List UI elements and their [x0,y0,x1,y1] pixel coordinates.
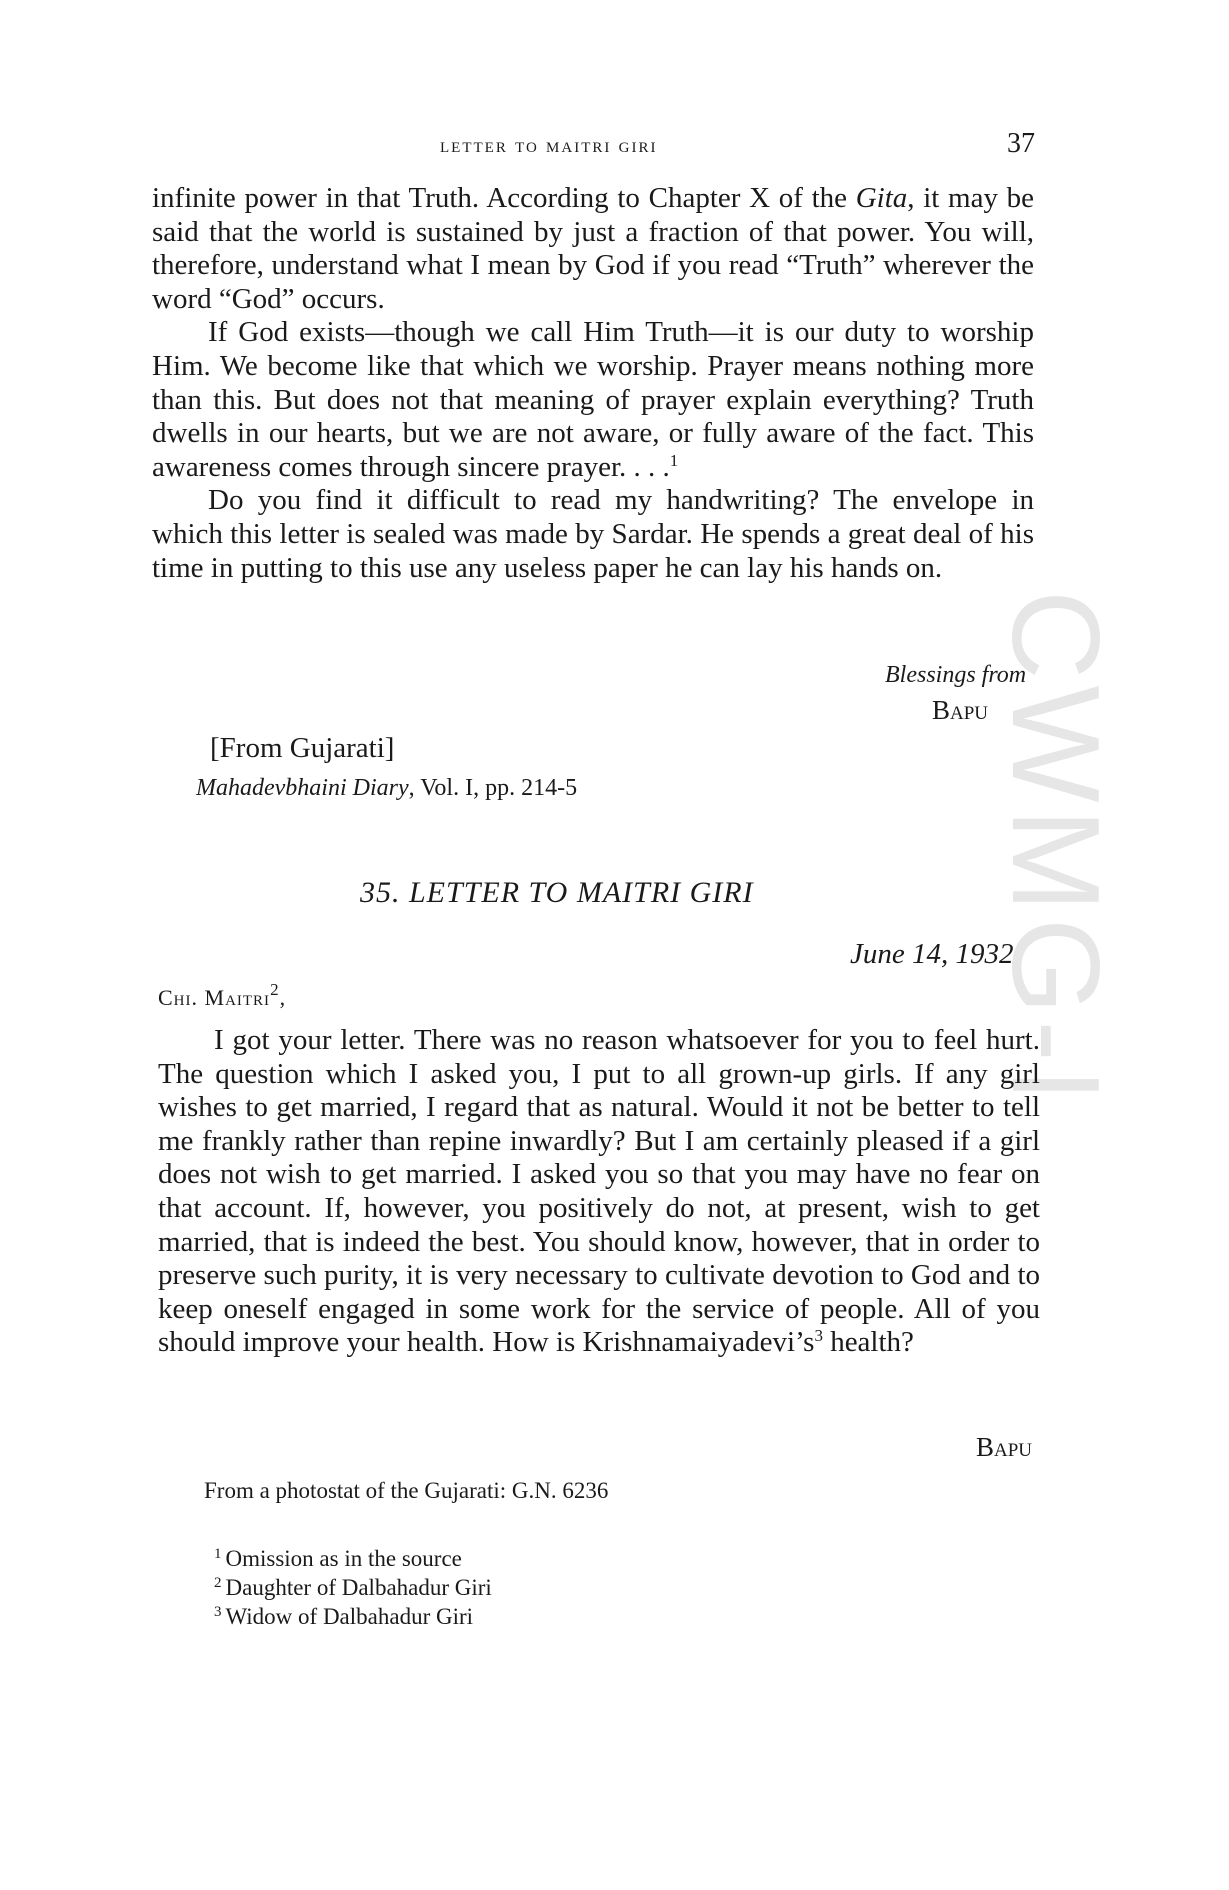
paragraph: If God exists—though we call Him Truth—it is our duty to worship Him. We become like that which we worship. Prayer means nothing more than this. But does not that meaning of prayer explain everything? Truth dwells in our hearts, but we are not aware, or fully aware of the fact. This awareness comes through sincere prayer. . . .$^1$ [152,316,1034,483]
page-number: 37 [1007,128,1035,159]
footnotes [214,1544,492,1631]
salutation: Chi. Maitri$^2$, [158,980,287,1010]
footnote-ref: 3 [814,1326,823,1346]
running-title: letter to maitri giri [440,133,658,157]
signature: Bapu [932,695,989,725]
paragraph: infinite power in that Truth. According to Chapter X of the Gita, it may be said that the world is sustained by just a fraction of that power. You will, therefore, understand what I mean by God if you read “Truth” wherever the word “God” occurs. [152,182,1035,315]
letter-date: June 14, 1932 [850,938,1014,970]
letter1-body [152,182,1034,585]
footnote: $^1$ Omission as in the source [214,1546,462,1571]
footnote-ref: 2 [270,980,280,999]
watermark: CWMG-I [986,590,1124,1109]
signature: Bapu [976,1432,1033,1462]
letter-heading: 35. LETTER TO MAITRI GIRI [360,876,754,909]
source-language: [From Gujarati] [210,732,395,764]
source-citation: Mahadevbhaini Diary, Vol. I, pp. 214-5 [196,775,578,801]
footnote: $^2$ Daughter of Dalbahadur Giri [214,1575,492,1600]
paragraph: I got your letter. There was no reason whatsoever for you to feel hurt. The question which I asked you, I put to all grown-up girls. If any girl wishes to get married, I regard that as natural. Would it not be better to tell me frankly rather than repine inwardly? But I am certainly pleased if a girl does not wish to get married. I asked you so that you may have no fear on that account. If, however, you positively do not, at present, wish to get married, that is indeed the best. You should know, however, that in order to preserve such purity, it is very necessary to cultivate devotion to God and to keep oneself engaged in some work for the service of people. All of you should improve your health. How is $Krishnamaiyadevi’s^3$ health? [158,1024,1040,1359]
paragraph: Do you find it difficult to read my handwriting? The envelope in which this letter is sealed was made by Sardar. He spends a great deal of his time in putting to this use any useless paper he can lay his hands on. [152,484,1034,584]
source-citation: From a photostat of the Gujarati: G.N. 6236 [204,1478,609,1503]
footnote: $^3$ Widow of Dalbahadur Giri [214,1604,474,1629]
footnote-ref: 1 [669,450,679,470]
letter2-body [158,1024,1040,1360]
closing: Blessings from [885,662,1027,688]
book-title: Gita [855,182,908,214]
